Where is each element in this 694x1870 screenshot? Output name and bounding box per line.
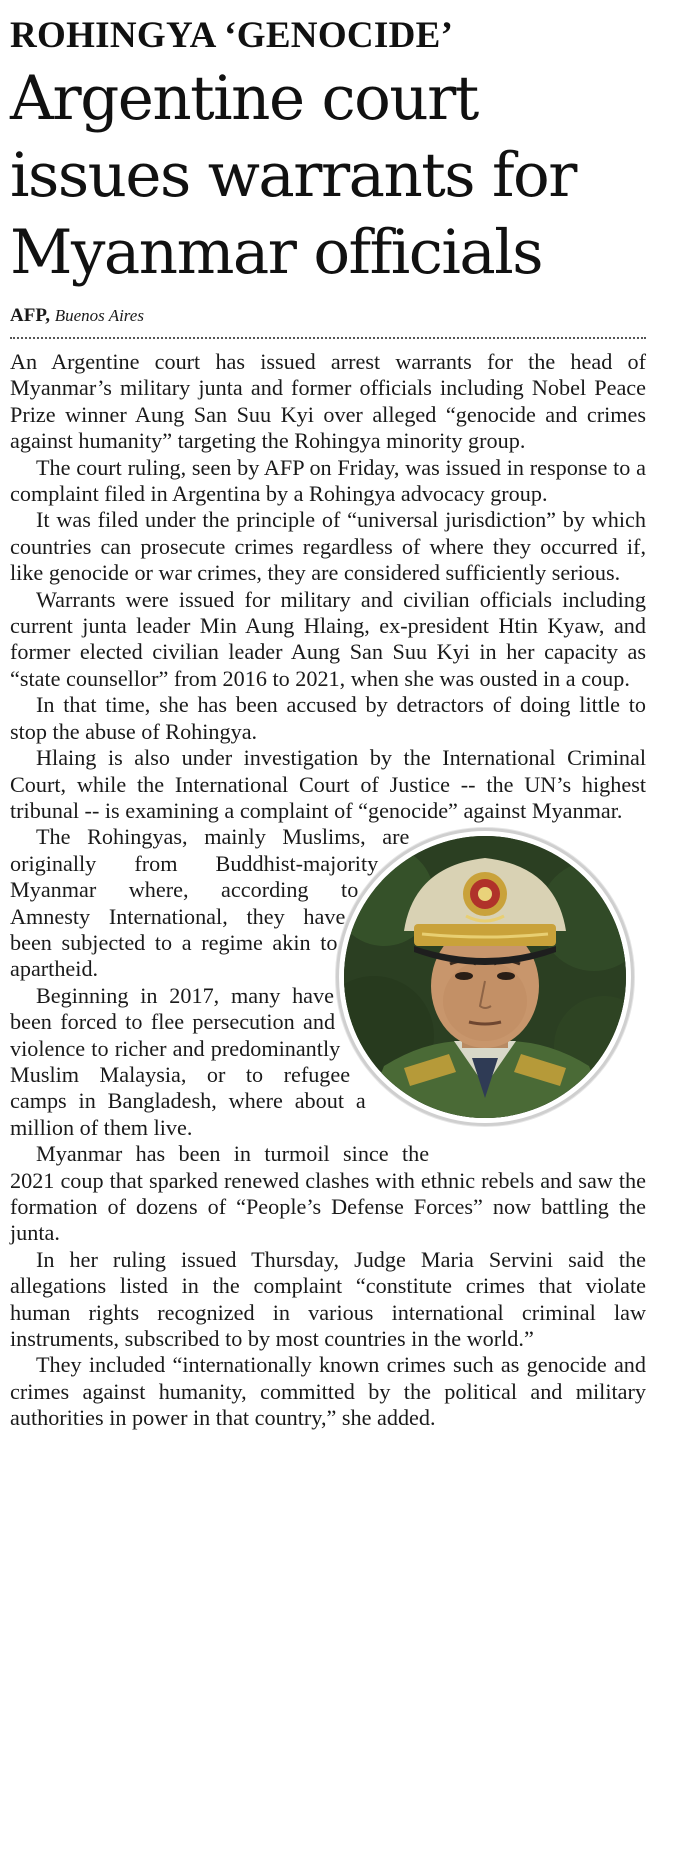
paragraph: They included “internationally known crimes such as genocide and crimes against humanity, committed by the political and military authorities in power in that country,” she added. (10, 1352, 646, 1431)
article-headline: Argentine court issues warrants for Myanmar officials (10, 63, 576, 288)
byline-place: Buenos Aires (54, 306, 144, 325)
article (10, 0, 646, 1432)
article-kicker: ROHINGYA ‘GENOCIDE’ (10, 15, 454, 56)
article-body (10, 349, 646, 1432)
paragraph: Beginning in 2017, many have been forced to flee persecution and violence to richer and predominantly Muslim Malaysia, or to refugee camps in Bangladesh, where about a million of them live. (10, 982, 366, 1140)
paragraph: Myanmar has been in turmoil since the 2021 coup that sparked renewed clashes with ethnic rebels and saw the formation of dozens of “People’s Defense Forces” now battling the junta. (10, 1141, 646, 1246)
byline (10, 305, 646, 327)
byline-agency: AFP, (10, 305, 50, 326)
paragraph: An Argentine court has issued arrest warrants for the head of Myanmar’s military junta and former officials including Nobel Peace Prize winner Aung San Suu Kyi over alleged “genocide and crimes against humanity” targeting the Rohingya minority group. (10, 349, 646, 454)
paragraph: The court ruling, seen by AFP on Friday, was issued in response to a complaint filed in Argentina by a Rohingya advocacy group. (10, 454, 646, 507)
paragraph: In her ruling issued Thursday, Judge Maria Servini said the allegations listed in the complaint “constitute crimes that violate human rights recognized in various international criminal law instruments, subscribed to by most countries in the world.” (10, 1246, 646, 1352)
paragraph: Hlaing is also under investigation by the International Criminal Court, while the International Court of Justice -- the UN’s highest tribunal -- is examining a complaint of “genocide” against Myanmar. (10, 745, 646, 823)
portrait-image (344, 836, 626, 1118)
paragraph: It was filed under the principle of “universal jurisdiction” by which countries can prosecute crimes regardless of where they occurred if, like genocide or war crimes, they are considered sufficiently serious. (10, 507, 646, 586)
paragraph: The Rohingyas, mainly Muslims, are originally from Buddhist-majority Myanmar where, according to Amnesty International, they have been subjected to a regime akin to apartheid. (10, 824, 410, 982)
portrait-photo (330, 826, 646, 1166)
dotted-divider (10, 337, 646, 339)
paragraph: In that time, she has been accused by detractors of doing little to stop the abuse of Rohingya. (10, 692, 646, 744)
paragraph: Warrants were issued for military and civilian officials including current junta leader Min Aung Hlaing, ex-president Htin Kyaw, and former elected civilian leader Aung San Suu Kyi in her capacity as “state counsellor” from 2016 to 2021, when she was ousted in a coup. (10, 586, 646, 691)
